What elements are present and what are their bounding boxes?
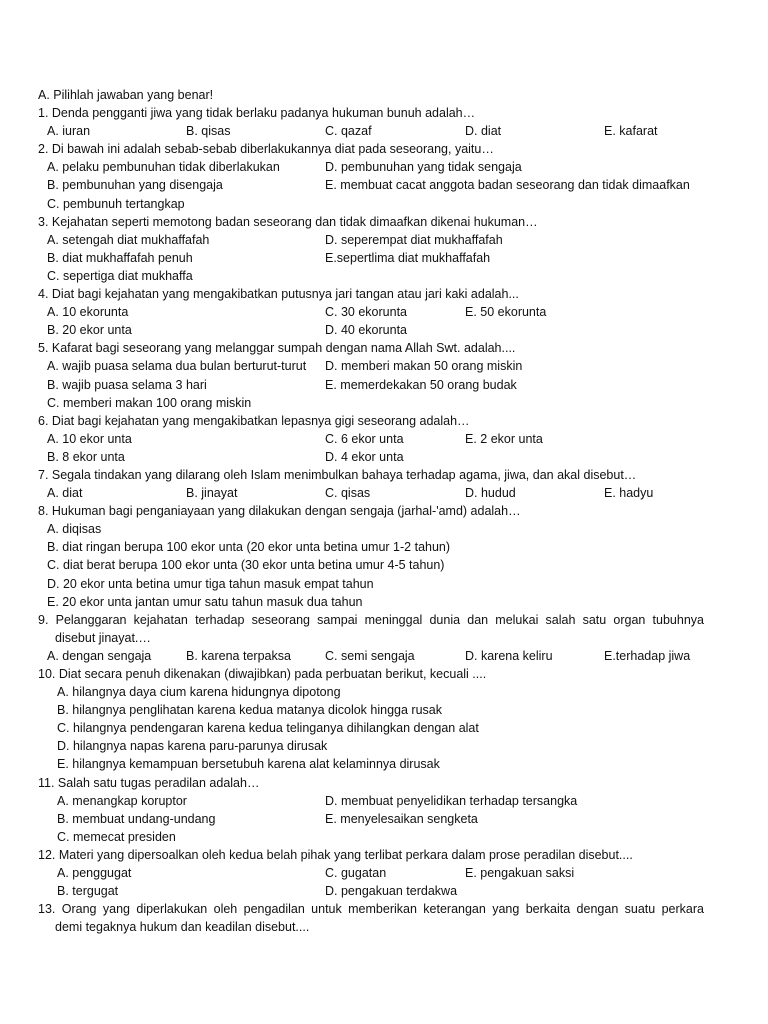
answer-option-c: C. memberi makan 100 orang miskin xyxy=(47,395,252,410)
question-12 xyxy=(38,846,704,900)
answer-option-b: B. membuat undang-undang xyxy=(57,811,216,826)
answer-option-e: E. 2 ekor unta xyxy=(465,431,543,446)
answer-option-b: B. 20 ekor unta xyxy=(47,323,132,338)
option-row xyxy=(38,575,704,593)
answer-option-a: A. diat xyxy=(47,486,83,501)
answer-option-e: E.sepertlima diat mukhaffafah xyxy=(325,250,491,265)
answer-option-d: D. hudud xyxy=(465,486,516,501)
answer-option-a: A. pelaku pembunuhan tidak diberlakukan xyxy=(47,160,280,175)
option-row xyxy=(38,484,704,502)
answer-option-b: B. wajib puasa selama 3 hari xyxy=(47,377,207,392)
option-row xyxy=(38,647,704,665)
option-row xyxy=(38,122,704,140)
answer-option-c: C. 6 ekor unta xyxy=(325,431,404,446)
answer-option-d: D. pembunuhan yang tidak sengaja xyxy=(325,160,522,175)
answer-option-d: D. 4 ekor unta xyxy=(325,449,404,464)
question-9 xyxy=(38,611,704,665)
answer-option-c: C. diat berat berupa 100 ekor unta (30 ekor unta betina umur 4-5 tahun) xyxy=(47,558,445,573)
answer-option-a: A. hilangnya daya cium karena hidungnya dipotong xyxy=(57,685,341,700)
answer-option-c: C. memecat presiden xyxy=(57,829,176,844)
option-row xyxy=(38,231,704,249)
answer-option-d: D. seperempat diat mukhaffafah xyxy=(325,232,503,247)
answer-option-e: E. hilangnya kemampuan bersetubuh karena alat kelaminnya dirusak xyxy=(57,757,440,772)
question-11 xyxy=(38,774,704,846)
question-6 xyxy=(38,412,704,466)
answer-option-e: E. 50 ekorunta xyxy=(465,305,547,320)
answer-option-b: B. jinayat xyxy=(186,486,238,501)
answer-option-c: C. pembunuh tertangkap xyxy=(47,196,185,211)
answer-option-c: C. qisas xyxy=(325,486,371,501)
question-text: 11. Salah satu tugas peradilan adalah… xyxy=(38,775,260,790)
answer-option-e: E. membuat cacat anggota badan seseorang dan tidak dimaafkan xyxy=(325,178,690,193)
question-text: 6. Diat bagi kejahatan yang mengakibatkan lepasnya gigi seseorang adalah… xyxy=(38,413,470,428)
option-row xyxy=(38,303,704,321)
option-row xyxy=(38,864,704,882)
option-row xyxy=(38,683,704,701)
answer-option-e: E. kafarat xyxy=(604,124,658,139)
question-3 xyxy=(38,213,704,285)
option-row xyxy=(38,593,704,611)
answer-option-b: B. 8 ekor unta xyxy=(47,449,125,464)
answer-option-a: A. 10 ekor unta xyxy=(47,431,132,446)
option-row xyxy=(38,267,704,285)
option-row xyxy=(38,882,704,900)
answer-option-e: E. memerdekakan 50 orang budak xyxy=(325,377,517,392)
answer-option-d: D. karena keliru xyxy=(465,648,553,663)
option-row xyxy=(38,176,704,194)
answer-option-a: A. menangkap koruptor xyxy=(57,793,187,808)
option-row xyxy=(38,249,704,267)
question-text-line: 13. Orang yang diperlakukan oleh pengadilan untuk memberikan keterangan yang berkaita dengan suatu perkara xyxy=(38,902,704,917)
answer-option-b: B. diat ringan berupa 100 ekor unta (20 ekor unta betina umur 1-2 tahun) xyxy=(47,540,451,555)
question-5 xyxy=(38,339,704,411)
answer-option-e: E. pengakuan saksi xyxy=(465,866,575,881)
question-text: 10. Diat secara penuh dikenakan (diwajibkan) pada perbuatan berikut, kecuali .... xyxy=(38,667,487,681)
option-row xyxy=(38,321,704,339)
option-row xyxy=(38,357,704,375)
answer-option-b: B. hilangnya penglihatan karena kedua matanya dicolok hingga rusak xyxy=(57,703,442,718)
answer-option-a: A. diqisas xyxy=(47,522,102,537)
answer-option-e: E.terhadap jiwa xyxy=(604,648,691,663)
question-text: 5. Kafarat bagi seseorang yang melanggar sumpah dengan nama Allah Swt. adalah.... xyxy=(38,341,516,356)
answer-option-d: D. hilangnya napas karena paru-parunya dirusak xyxy=(57,739,328,754)
answer-option-c: C. semi sengaja xyxy=(325,648,415,663)
option-row xyxy=(38,394,704,412)
question-text xyxy=(38,900,704,936)
question-text: 4. Diat bagi kejahatan yang mengakibatkan putusnya jari tangan atau jari kaki adalah... xyxy=(38,287,519,302)
question-text: 1. Denda pengganti jiwa yang tidak berlaku padanya hukuman bunuh adalah… xyxy=(38,106,476,121)
option-row xyxy=(38,538,704,556)
answer-option-e: E. hadyu xyxy=(604,486,654,501)
option-row xyxy=(38,158,704,176)
question-1 xyxy=(38,104,704,140)
option-row xyxy=(38,755,704,773)
answer-option-c: C. qazaf xyxy=(325,124,372,139)
option-row xyxy=(38,828,704,846)
question-list xyxy=(38,104,704,936)
answer-option-c: C. 30 ekorunta xyxy=(325,305,407,320)
question-text xyxy=(38,611,704,647)
question-text: 3. Kejahatan seperti memotong badan seseorang dan tidak dimaafkan dikenai hukuman… xyxy=(38,214,538,229)
question-text-continuation: demi tegaknya hukum dan keadilan disebut.... xyxy=(55,920,310,935)
answer-option-b: B. qisas xyxy=(186,124,231,139)
answer-option-a: A. 10 ekorunta xyxy=(47,305,129,320)
question-text-line: 9. Pelanggaran kejahatan terhadap seseorang sampai meninggal dunia dan melukai salah satu organ tubuhnya xyxy=(38,612,704,627)
answer-option-c: C. sepertiga diat mukhaffa xyxy=(47,268,193,283)
answer-option-d: D. membuat penyelidikan terhadap tersangka xyxy=(325,793,578,808)
answer-option-a: A. wajib puasa selama dua bulan berturut-turut xyxy=(47,359,307,374)
answer-option-b: B. pembunuhan yang disengaja xyxy=(47,178,223,193)
question-text: 8. Hukuman bagi penganiayaan yang dilakukan dengan sengaja (jarhal-'amd) adalah… xyxy=(38,504,521,519)
section-title: A. Pilihlah jawaban yang benar! xyxy=(38,88,214,102)
option-row xyxy=(38,737,704,755)
option-row xyxy=(38,430,704,448)
option-row xyxy=(38,556,704,574)
option-row xyxy=(38,376,704,394)
answer-option-b: B. diat mukhaffafah penuh xyxy=(47,250,193,265)
answer-option-a: A. penggugat xyxy=(57,866,132,881)
answer-option-a: A. iuran xyxy=(47,124,91,139)
answer-option-b: B. tergugat xyxy=(57,884,119,899)
question-text-continuation: disebut jinayat.… xyxy=(55,630,151,645)
answer-option-c: C. gugatan xyxy=(325,866,387,881)
answer-option-d: D. memberi makan 50 orang miskin xyxy=(325,359,523,374)
answer-option-d: D. 20 ekor unta betina umur tiga tahun masuk empat tahun xyxy=(47,576,374,591)
option-row xyxy=(38,520,704,538)
answer-option-e: E. 20 ekor unta jantan umur satu tahun masuk dua tahun xyxy=(47,594,363,609)
question-2 xyxy=(38,140,704,212)
question-4 xyxy=(38,285,704,339)
question-7 xyxy=(38,466,704,502)
answer-option-e: E. menyelesaikan sengketa xyxy=(325,811,478,826)
option-row xyxy=(38,195,704,213)
answer-option-d: D. 40 ekorunta xyxy=(325,323,407,338)
question-text: 12. Materi yang dipersoalkan oleh kedua belah pihak yang terlibat perkara dalam prose peradilan disebut.... xyxy=(38,847,633,862)
question-13 xyxy=(38,900,704,936)
answer-option-a: A. dengan sengaja xyxy=(47,648,152,663)
option-row xyxy=(38,701,704,719)
answer-option-d: D. diat xyxy=(465,124,502,139)
question-10 xyxy=(38,665,704,774)
answer-option-c: C. hilangnya pendengaran karena kedua telinganya dihilangkan dengan alat xyxy=(57,721,479,736)
question-text: 7. Segala tindakan yang dilarang oleh Islam menimbulkan bahaya terhadap agama, jiwa, dan akal disebut… xyxy=(38,467,637,482)
answer-option-a: A. setengah diat mukhaffafah xyxy=(47,232,210,247)
question-text: 2. Di bawah ini adalah sebab-sebab diberlakukannya diat pada seseorang, yaitu… xyxy=(38,142,494,157)
option-row xyxy=(38,719,704,737)
answer-option-d: D. pengakuan terdakwa xyxy=(325,884,458,899)
question-8 xyxy=(38,502,704,611)
option-row xyxy=(38,810,704,828)
option-row xyxy=(38,792,704,810)
answer-option-b: B. karena terpaksa xyxy=(186,648,291,663)
option-row xyxy=(38,448,704,466)
